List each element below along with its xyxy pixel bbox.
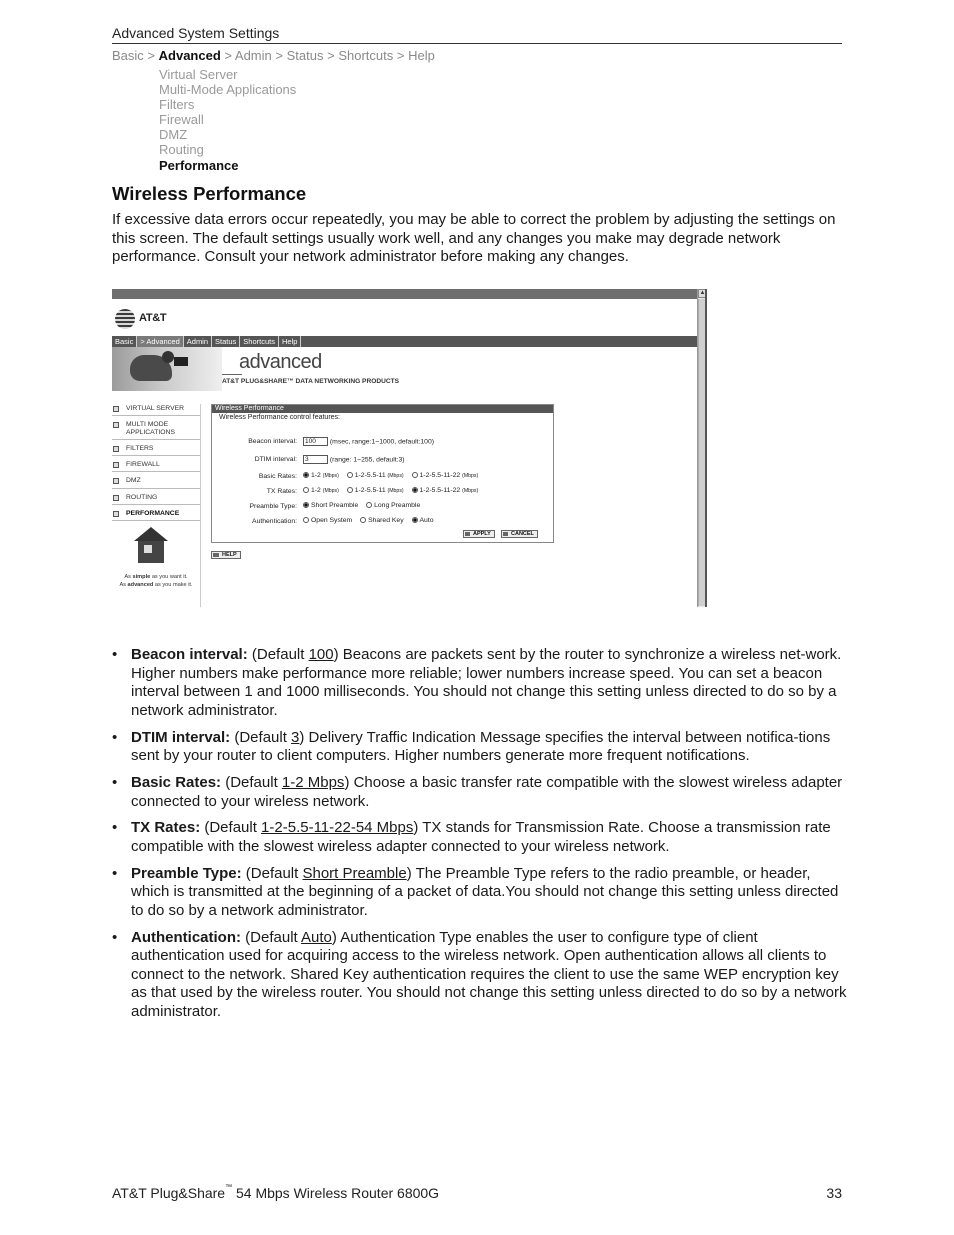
submenu-item-filters: Filters	[159, 97, 195, 113]
bullet-pre: (Default	[221, 773, 282, 791]
auth-auto-radio[interactable]	[412, 517, 418, 523]
list-item	[112, 729, 847, 766]
banner-person-head	[162, 351, 174, 363]
router-nav-basic[interactable]: Basic	[112, 336, 137, 347]
trademark-mark: ™	[225, 1184, 233, 1191]
list-item	[112, 774, 847, 811]
row-authentication	[212, 517, 555, 529]
menu-box-icon	[113, 406, 119, 412]
tx-rate-radio-1[interactable]	[303, 487, 309, 493]
row-basic-rates	[212, 472, 555, 484]
menu-box-icon	[113, 511, 119, 517]
basic-rates-label: Basic Rates:	[258, 473, 297, 480]
bullet-pre: (Default	[241, 928, 302, 946]
slogan-text: as you want it.	[151, 574, 188, 580]
menu-box-icon	[113, 446, 119, 452]
house-window	[144, 545, 152, 553]
rate-option-label: 1-2-5.5-11-22	[419, 472, 461, 479]
submenu-item-firewall: Firewall	[159, 112, 204, 128]
menu-box-icon	[113, 462, 119, 468]
menu-box-icon	[113, 422, 119, 428]
rate-option-label: 1-2	[311, 487, 321, 494]
page-number: 33	[826, 1185, 842, 1201]
bullet-term: Basic Rates:	[131, 773, 222, 791]
footer-product	[112, 1185, 439, 1201]
preamble-short-label: Short Preamble	[311, 502, 359, 509]
router-nav-shortcuts[interactable]: Shortcuts	[240, 336, 279, 347]
apply-button[interactable]: APPLY	[463, 530, 495, 538]
section-title: Wireless Performance	[112, 183, 307, 204]
auth-auto-label: Auto	[419, 517, 434, 524]
bullet-text: ) Authentication Type enables the user to configure type of client authentication used for acquiring access to the wireless network. Open authentication allows all clients to connect to the network. Shared Key authentication requires the client to use the same WEP encryption key as that used by the wireless router. You should not change this setting unless directed to do so by a network administrator.	[131, 928, 847, 1021]
side-item-routing[interactable]	[112, 493, 200, 505]
mbps-label: (Mbps)	[322, 473, 339, 479]
basic-rate-radio-3[interactable]	[412, 472, 418, 478]
bullet-text: ) TX stands for Transmission Rate. Choose a transmission rate compatible with the slowest wireless adapter connected to your wireless network.	[131, 819, 831, 855]
menu-box-icon	[113, 495, 119, 501]
tx-rate-radio-3[interactable]	[412, 487, 418, 493]
preamble-long-radio[interactable]	[366, 502, 372, 508]
banner-tagline: AT&T PLUG&SHARE™ DATA NETWORKING PRODUCTS	[222, 378, 400, 385]
banner-photo	[112, 347, 222, 391]
bullet-default: 1-2 Mbps	[281, 773, 345, 791]
row-tx-rates	[212, 487, 555, 499]
bullet-text: ) The Preamble Type refers to the radio preamble, or header, which is transmitted at the beginning of a packet of data.You should not change this setting unless directed to do so by a network administrator.	[131, 864, 839, 919]
router-nav-bar	[112, 336, 697, 347]
bullet-text: ) Delivery Traffic Indication Message specifies the interval between notifica-tions sent by your router to client computers. Higher numbers generate more frequent notifications.	[131, 728, 831, 765]
crumb-admin: Admin	[234, 48, 272, 63]
bullet-term: Preamble Type:	[131, 864, 242, 882]
setting-descriptions	[112, 646, 847, 1030]
router-ui-screenshot	[112, 289, 707, 607]
side-item-label: MULTI MODE APPLICATIONS	[126, 421, 175, 436]
submenu-item-virtual-server: Virtual Server	[159, 67, 238, 82]
att-globe-icon	[115, 309, 135, 329]
att-logo-text: AT&T	[139, 312, 167, 324]
beacon-interval-hint: (msec, range:1~1000, default:100)	[329, 438, 434, 446]
row-preamble-type	[212, 502, 555, 514]
att-logo	[115, 309, 177, 329]
row-beacon-interval	[212, 437, 555, 449]
side-item-label: PERFORMANCE	[126, 510, 180, 518]
crumb-help: Help	[408, 48, 435, 63]
auth-open-radio[interactable]	[303, 517, 309, 523]
slogan-line-2	[112, 582, 200, 590]
dtim-interval-hint: (range: 1~255, default:3)	[329, 456, 405, 464]
submenu-item-performance: Performance	[159, 157, 239, 173]
list-item	[112, 865, 847, 921]
side-item-label: DMZ	[126, 477, 141, 485]
submenu-item-multi-mode: Multi-Mode Applications	[159, 82, 297, 98]
side-item-label: FIREWALL	[126, 461, 160, 469]
crumb-status: Status	[286, 48, 324, 63]
bullet-default: 3	[291, 728, 300, 746]
bullet-default: 100	[308, 646, 334, 663]
menu-box-icon	[113, 478, 119, 484]
auth-open-label: Open System	[311, 517, 353, 524]
crumb-shortcuts: Shortcuts	[338, 48, 394, 63]
bullet-pre: (Default	[230, 728, 292, 746]
router-nav-admin[interactable]: Admin	[184, 336, 212, 347]
side-item-firewall[interactable]	[112, 460, 200, 472]
router-banner	[112, 347, 697, 391]
bullet-pre: (Default	[200, 819, 262, 837]
scroll-up-icon[interactable]: ▲	[699, 290, 706, 296]
cancel-button[interactable]: CANCEL	[501, 530, 538, 538]
browser-top-bar	[112, 289, 697, 299]
mbps-label: (Mbps)	[387, 488, 404, 494]
crumb-sep: >	[396, 48, 405, 63]
list-item	[112, 646, 847, 720]
section-intro: If excessive data errors occur repeatedly, you may be able to correct the problem by adjusting the settings on this screen. The default settings usually work well, and any changes you make may degrade network performance. Consult your network administrator before making any changes.	[112, 211, 836, 266]
side-item-performance[interactable]	[112, 509, 200, 521]
mbps-label: (Mbps)	[387, 473, 404, 479]
beacon-interval-input[interactable]: 100	[303, 437, 328, 446]
bullet-term: Authentication:	[131, 928, 241, 946]
submenu-item-routing: Routing	[159, 142, 204, 158]
bullet-pre: (Default	[241, 864, 303, 882]
list-item	[112, 929, 847, 1022]
slogan-emphasis: advanced	[127, 581, 154, 588]
rate-option-label: 1-2-5.5-11	[354, 487, 386, 494]
footer-product-name: AT&T Plug&Share	[112, 1185, 226, 1201]
router-slogan	[112, 574, 200, 589]
bullet-default: Short Preamble	[302, 864, 407, 882]
crumb-basic: Basic	[112, 48, 144, 63]
slogan-emphasis: simple	[132, 574, 151, 580]
preamble-long-label: Long Preamble	[374, 502, 421, 509]
crumb-sep: >	[275, 48, 283, 63]
side-item-label: VIRTUAL SERVER	[126, 405, 185, 412]
wireless-performance-panel	[211, 404, 554, 543]
router-nav-advanced[interactable]: > Advanced	[137, 336, 183, 347]
row-actions	[212, 530, 555, 542]
rate-option-label: 1-2-5.5-11-22	[419, 487, 461, 494]
help-button[interactable]: HELP	[211, 551, 241, 559]
side-item-multi-mode[interactable]	[112, 420, 200, 440]
slogan-text: As	[119, 581, 126, 588]
basic-rate-radio-1[interactable]	[303, 472, 309, 478]
dtim-interval-input[interactable]: 3	[303, 455, 328, 464]
screenshot-right-border	[705, 289, 707, 607]
house-icon	[132, 527, 172, 569]
submenu-item-dmz: DMZ	[159, 127, 188, 143]
banner-laptop-icon	[174, 357, 188, 366]
side-item-label: FILTERS	[126, 444, 154, 452]
page-header-title: Advanced System Settings	[112, 25, 280, 41]
banner-divider	[222, 374, 242, 375]
side-item-filters[interactable]	[112, 444, 200, 456]
preamble-type-label: Preamble Type:	[249, 503, 297, 510]
banner-heading: advanced	[239, 351, 322, 373]
crumb-sep: >	[327, 48, 335, 63]
bullet-text: ) Beacons are packets sent by the router to synchronize a wireless net-work. Higher numbers make performance more reliable; lower numbers increase speed. You can set a beacon interval between 1 and 1000 milliseconds. You should not change this setting unless directed to do so by a network administrator.	[131, 646, 842, 719]
crumb-advanced: Advanced	[158, 48, 221, 63]
mbps-label: (Mbps)	[462, 488, 479, 494]
list-item	[112, 819, 847, 856]
basic-rate-radio-2[interactable]	[347, 472, 353, 478]
mbps-label: (Mbps)	[462, 473, 479, 479]
tx-rates-label: TX Rates:	[266, 488, 297, 495]
dtim-interval-label: DTIM interval:	[254, 456, 297, 463]
bullet-term: TX Rates:	[131, 819, 201, 837]
router-nav-status[interactable]: Status	[212, 336, 240, 347]
rate-option-label: 1-2-5.5-11	[354, 472, 386, 479]
slogan-text: as you make it.	[154, 581, 193, 588]
slogan-text: As	[124, 574, 131, 580]
tx-rate-radio-2[interactable]	[347, 487, 353, 493]
bullet-default: 1-2-5.5-11-22-54 Mbps	[261, 819, 414, 837]
router-nav-help[interactable]: Help	[279, 336, 301, 347]
auth-shared-radio[interactable]	[360, 517, 366, 523]
authentication-label: Authentication:	[252, 518, 297, 525]
side-column-divider	[200, 404, 201, 607]
header-rule	[112, 43, 842, 44]
bullet-pre: (Default	[247, 646, 309, 663]
router-side-menu	[112, 404, 200, 525]
mbps-label: (Mbps)	[322, 488, 339, 494]
row-dtim-interval	[212, 455, 555, 467]
slogan-line-1	[112, 574, 200, 582]
bullet-term: DTIM interval:	[131, 728, 231, 746]
preamble-short-radio[interactable]	[303, 502, 309, 508]
rate-option-label: 1-2	[311, 472, 321, 479]
crumb-sep: >	[224, 48, 232, 63]
house-roof	[134, 527, 168, 541]
crumb-sep: >	[147, 48, 156, 63]
auth-shared-label: Shared Key	[368, 517, 404, 524]
panel-title: Wireless Performance	[212, 405, 553, 413]
footer-product-model: 54 Mbps Wireless Router 6800G	[232, 1185, 440, 1201]
side-item-label: ROUTING	[126, 493, 158, 501]
panel-description: Wireless Performance control features:	[219, 414, 340, 421]
beacon-interval-label: Beacon interval:	[248, 438, 297, 445]
side-item-dmz[interactable]	[112, 476, 200, 488]
bullet-text: ) Choose a basic transfer rate compatible with the slowest wireless adapter connected to your wireless network.	[131, 773, 843, 810]
side-item-virtual-server[interactable]	[112, 404, 200, 416]
breadcrumb	[112, 48, 435, 63]
bullet-default: Auto	[301, 928, 332, 946]
submenu-list	[159, 67, 296, 173]
bullet-term: Beacon interval:	[131, 646, 248, 663]
